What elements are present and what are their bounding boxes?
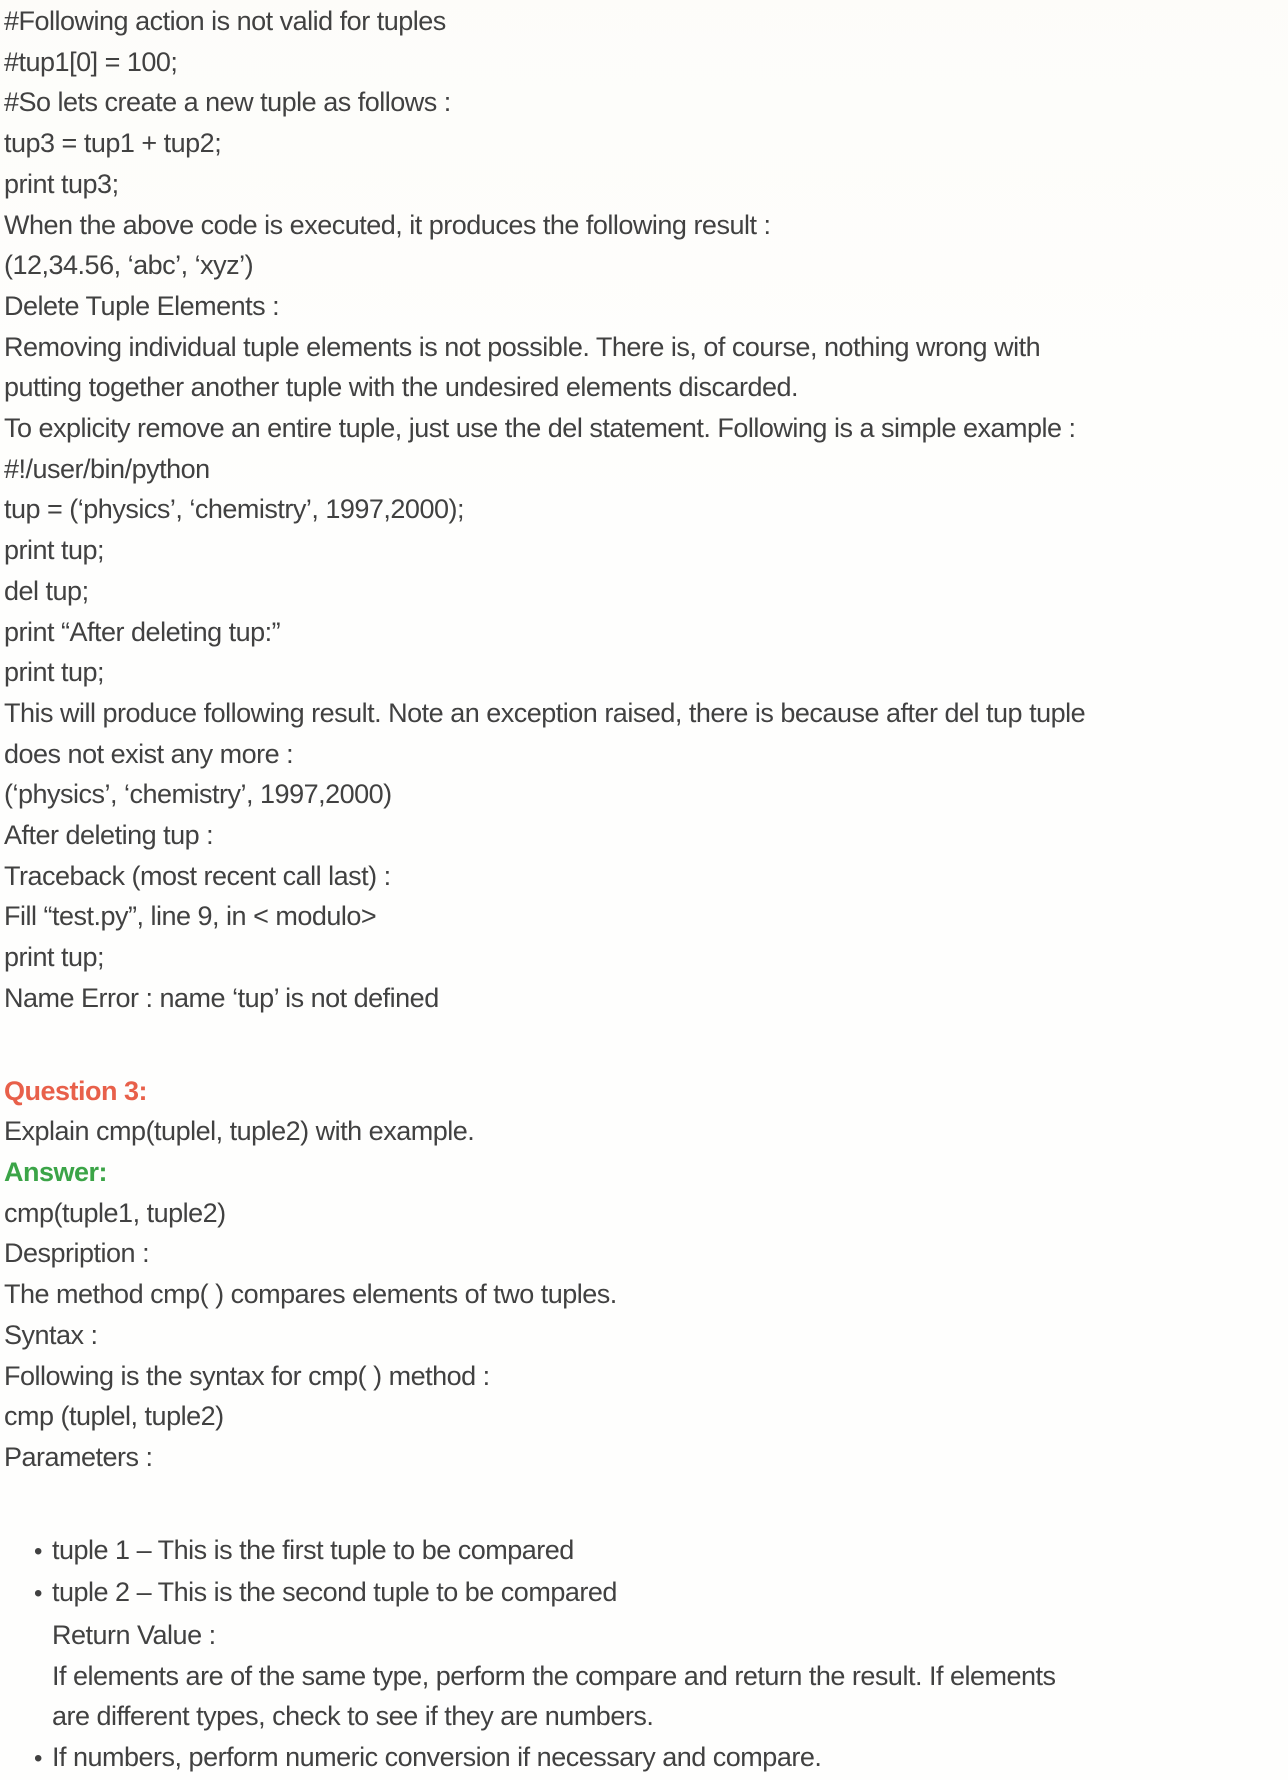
- paragraph-gap: [4, 1019, 1288, 1071]
- doc-line: putting together another tuple with the undesired elements discarded.: [4, 372, 799, 403]
- doc-line: After deleting tup :: [4, 820, 214, 851]
- answer-line: Following is the syntax for cmp( ) method :: [4, 1360, 490, 1391]
- doc-line: print “After deleting tup:”: [4, 616, 281, 647]
- doc-line: does not exist any more :: [4, 738, 294, 769]
- answer-line: cmp(tuple1, tuple2): [4, 1197, 226, 1228]
- list-item-text: are different types, check to see if they are numbers.: [52, 1701, 654, 1732]
- doc-line: print tup;: [4, 657, 105, 688]
- answer-heading: Answer:: [4, 1156, 108, 1187]
- list-item-text: If numbers, perform numeric conversion if necessary and compare.: [52, 1742, 822, 1773]
- doc-line: #tup1[0] = 100;: [4, 46, 178, 77]
- doc-line: (12,34.56, ‘abc’, ‘xyz’): [4, 250, 254, 281]
- list-item-continuation: [4, 1656, 1288, 1697]
- doc-line: tup3 = tup1 + tup2;: [4, 128, 222, 159]
- list-item-text: Return Value :: [52, 1620, 216, 1651]
- doc-line: print tup;: [4, 942, 105, 973]
- doc-line: Removing individual tuple elements is not possible. There is, of course, nothing wrong with: [4, 331, 1041, 362]
- doc-line: Traceback (most recent call last) :: [4, 860, 391, 891]
- answer-line: The method cmp( ) compares elements of two tuples.: [4, 1279, 617, 1310]
- bullet-icon: •: [34, 1580, 43, 1608]
- doc-line: This will produce following result. Note an exception raised, there is because after del tup tuple: [4, 697, 1086, 728]
- doc-line: (‘physics’, ‘chemistry’, 1997,2000): [4, 779, 392, 810]
- doc-line: When the above code is executed, it produces the following result :: [4, 209, 771, 240]
- list-item-continuation: [4, 1615, 1288, 1656]
- doc-line: #Following action is not valid for tuples: [4, 6, 446, 36]
- doc-line: Name Error : name ‘tup’ is not defined: [4, 982, 439, 1013]
- doc-line: print tup3;: [4, 168, 119, 199]
- answer-line: Syntax :: [4, 1319, 98, 1350]
- list-item: [4, 1737, 1288, 1780]
- doc-line: #So lets create a new tuple as follows :: [4, 87, 451, 118]
- question-text: Explain cmp(tuplel, tuple2) with example.: [4, 1116, 475, 1147]
- paragraph-gap: [4, 1478, 1288, 1530]
- list-item-continuation: [4, 1696, 1288, 1737]
- question-heading: Question 3:: [4, 1075, 148, 1106]
- bullet-icon: •: [34, 1745, 43, 1773]
- answer-line: Parameters :: [4, 1441, 153, 1472]
- doc-line: Fill “test.py”, line 9, in < modulo>: [4, 901, 377, 932]
- answer-line: cmp (tuplel, tuple2): [4, 1401, 224, 1432]
- answer-line: Despription :: [4, 1238, 150, 1269]
- doc-line: print tup;: [4, 535, 105, 566]
- doc-line: To explicity remove an entire tuple, just use the del statement. Following is a simple example :: [4, 413, 1076, 444]
- list-item: [4, 1530, 1288, 1573]
- list-item-text: tuple 1 – This is the first tuple to be compared: [52, 1534, 574, 1565]
- doc-line: del tup;: [4, 575, 89, 606]
- list-item-text: tuple 2 – This is the second tuple to be compared: [52, 1577, 617, 1608]
- doc-line: Delete Tuple Elements :: [4, 290, 280, 321]
- bullet-icon: •: [34, 1537, 43, 1565]
- doc-line: tup = (‘physics’, ‘chemistry’, 1997,2000);: [4, 494, 464, 525]
- doc-line: #!/user/bin/python: [4, 453, 210, 484]
- list-item: [4, 1572, 1288, 1615]
- list-item-text: If elements are of the same type, perform the compare and return the result. If elements: [52, 1660, 1056, 1691]
- bullet-list: [4, 1530, 1288, 1780]
